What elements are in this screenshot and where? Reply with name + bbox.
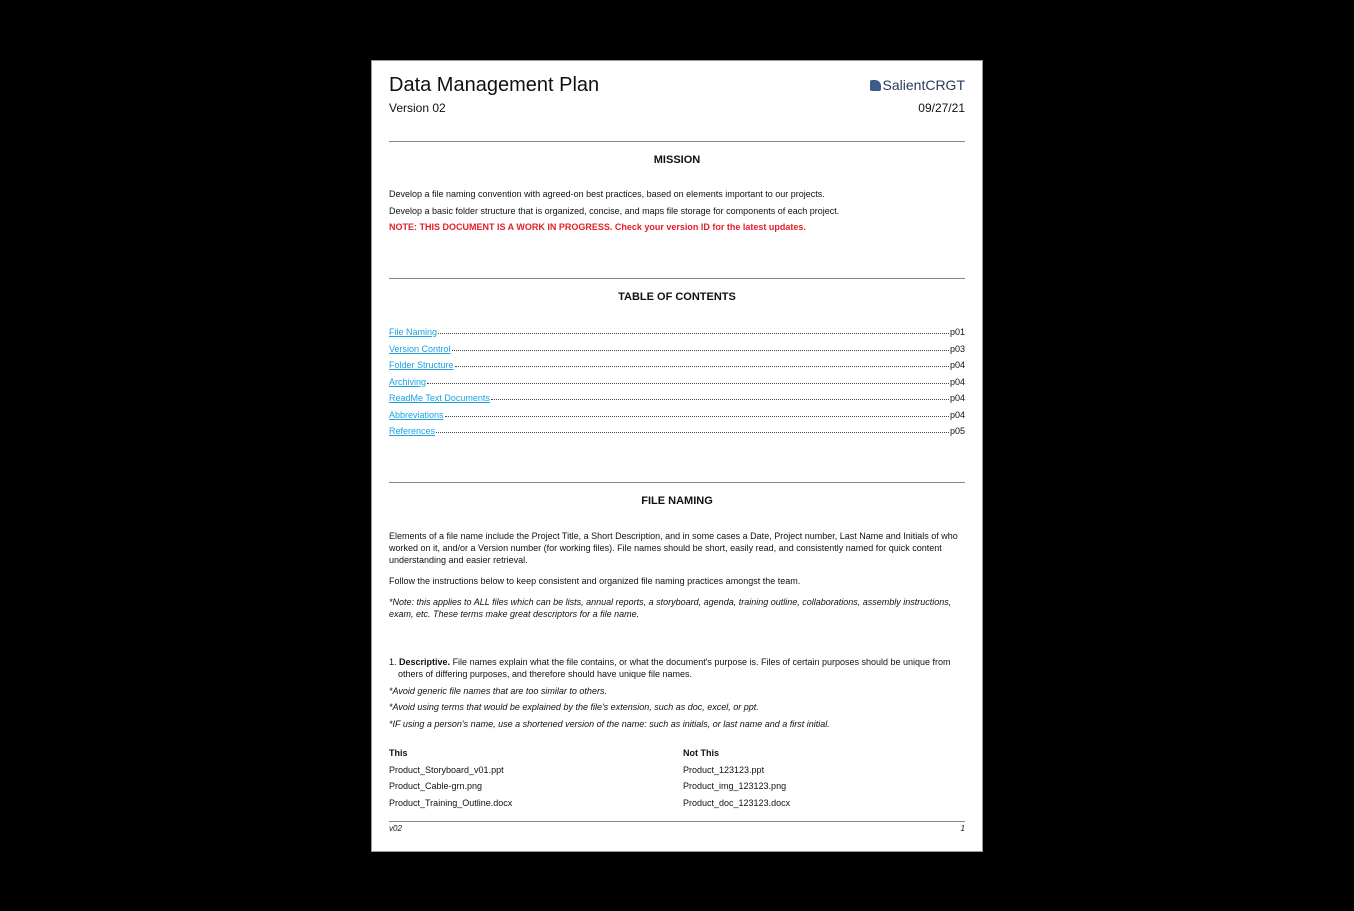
work-in-progress-note: NOTE: THIS DOCUMENT IS A WORK IN PROGRESS. Check your version ID for the latest updates. xyxy=(389,222,806,232)
document-version: Version 02 xyxy=(389,101,446,115)
example: Product_img_123123.png xyxy=(683,781,787,791)
toc-link[interactable]: Abbreviations xyxy=(389,409,444,420)
toc-page: p01 xyxy=(949,327,965,337)
item-number: 1. xyxy=(389,657,397,667)
footer-divider xyxy=(389,821,965,822)
toc-page: p04 xyxy=(949,393,965,403)
file-naming-paragraph: Elements of a file name include the Project Title, a Short Description, and in some cases a Date, Project number, Last Name and Initials of who worked on it, and/or a Version number (for working files). File names should be short, easily read, and consistently named for quick content understanding and easier retrieval. xyxy=(389,531,958,565)
divider xyxy=(389,482,965,483)
toc-entry[interactable] xyxy=(389,424,965,436)
toc-entry[interactable] xyxy=(389,358,965,370)
file-naming-paragraph: Follow the instructions below to keep consistent and organized file naming practices amongst the team. xyxy=(389,576,801,586)
mission-heading: MISSION xyxy=(653,154,701,166)
tip: *Avoid using terms that would be explained by the file's extension, such as doc, excel, or ppt. xyxy=(389,702,759,712)
mission-line: Develop a basic folder structure that is organized, concise, and maps file storage for components of each project. xyxy=(389,206,840,216)
tip: *IF using a person's name, use a shortened version of the name: such as initials, or last name and a first initial. xyxy=(389,719,830,729)
leader-dots xyxy=(436,432,949,433)
divider xyxy=(389,278,965,279)
item-text: File names explain what the file contains, or what the document's purpose is. Files of certain purposes should be unique from others of differing purposes, and therefore should have unique file names. xyxy=(398,657,951,679)
toc-heading: TABLE OF CONTENTS xyxy=(618,291,736,303)
file-naming-note: *Note: this applies to ALL files which can be lists, annual reports, a storyboard, agenda, training outline, collaborations, assembly instructions, exam, etc. These terms make great descriptors for a file name. xyxy=(389,597,952,619)
logo-mark-icon xyxy=(870,80,881,91)
example: Product_doc_123123.docx xyxy=(683,797,791,808)
leader-dots xyxy=(491,399,949,400)
example: Product_Training_Outline.docx xyxy=(389,797,513,808)
rule-descriptive xyxy=(389,656,965,680)
item-title: Descriptive. xyxy=(399,657,451,667)
toc-entry[interactable] xyxy=(389,375,965,387)
this-heading: This xyxy=(389,748,408,758)
toc-entry[interactable] xyxy=(389,342,965,354)
document-page xyxy=(371,60,983,852)
mission-line: Develop a file naming convention with agreed-on best practices, based on elements important to our projects. xyxy=(389,189,825,199)
toc-page: p03 xyxy=(949,343,965,354)
leader-dots xyxy=(452,350,949,351)
leader-dots xyxy=(427,383,949,384)
footer-version: v02 xyxy=(389,824,402,833)
example: Product_123123.ppt xyxy=(683,764,765,775)
toc-link[interactable]: References xyxy=(389,426,436,436)
document-date: 09/27/21 xyxy=(918,101,965,115)
toc-page: p05 xyxy=(949,426,965,436)
toc-page: p04 xyxy=(949,360,965,370)
example: Product_Storyboard_v01.ppt xyxy=(389,764,504,775)
company-logo xyxy=(870,77,965,93)
leader-dots xyxy=(455,366,949,367)
tip: *Avoid generic file names that are too similar to others. xyxy=(389,686,607,696)
toc-page: p04 xyxy=(949,409,965,420)
toc-entry[interactable] xyxy=(389,325,965,337)
example: Product_Cable-grn.png xyxy=(389,781,483,791)
logo-text: SalientCRGT xyxy=(882,77,965,93)
toc-link[interactable]: Archiving xyxy=(389,376,427,387)
file-naming-heading: FILE NAMING xyxy=(641,495,713,507)
toc-page: p04 xyxy=(949,376,965,387)
toc-link[interactable]: ReadMe Text Documents xyxy=(389,393,490,403)
not-this-heading: Not This xyxy=(683,748,719,758)
document-title: Data Management Plan xyxy=(389,74,600,96)
toc-entry[interactable] xyxy=(389,391,965,403)
bad-examples xyxy=(683,745,790,811)
toc-link[interactable]: Folder Structure xyxy=(389,360,454,370)
toc-link[interactable]: File Naming xyxy=(389,327,438,337)
toc-entry[interactable] xyxy=(389,408,965,420)
page-number: 1 xyxy=(960,824,965,833)
divider xyxy=(389,141,965,142)
good-examples xyxy=(389,745,512,811)
leader-dots xyxy=(438,333,949,334)
toc-link[interactable]: Version Control xyxy=(389,343,451,354)
leader-dots xyxy=(445,416,949,417)
